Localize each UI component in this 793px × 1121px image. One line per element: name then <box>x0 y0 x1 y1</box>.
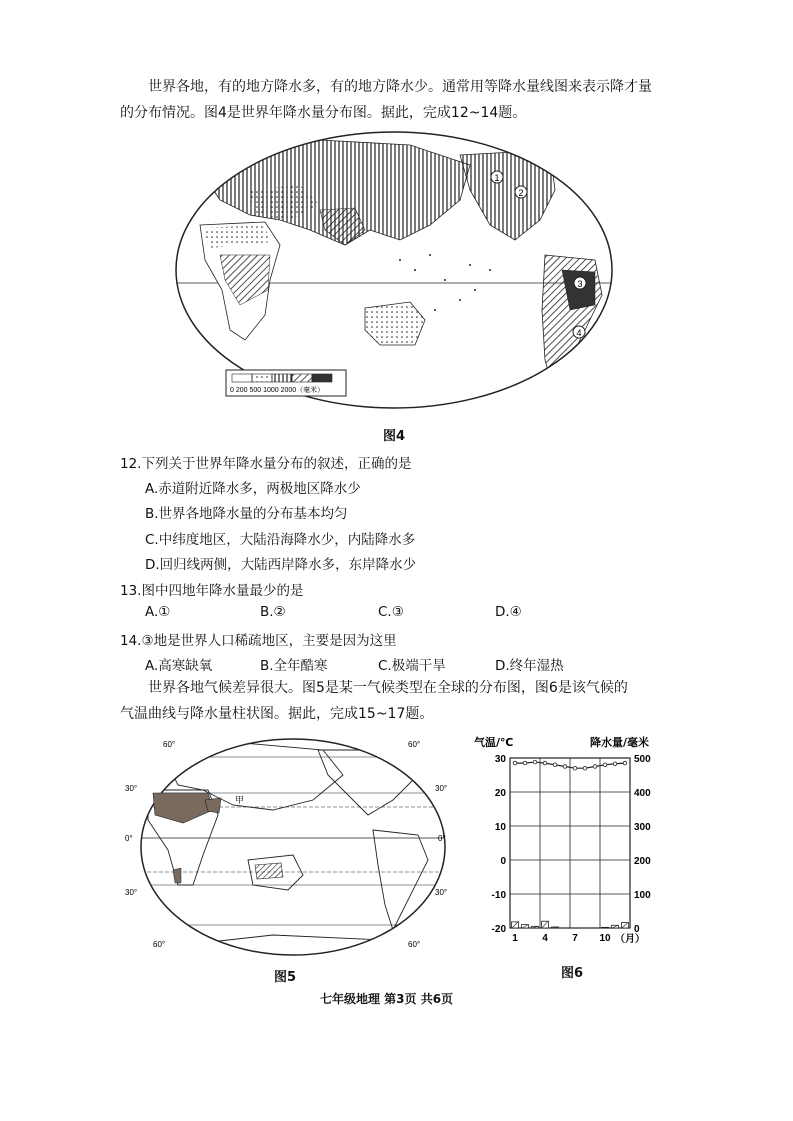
temperature-point <box>573 766 577 770</box>
label-0-left: 0° <box>125 834 133 843</box>
q12-option-d: D.回归线两侧，大陆西岸降水多，东岸降水少 <box>145 557 417 573</box>
temperature-point <box>513 761 517 765</box>
figure4-precipitation-map <box>170 130 620 420</box>
svg-text:1: 1 <box>494 173 500 183</box>
svg-text:3: 3 <box>577 279 583 289</box>
figure6-climate-chart <box>470 730 695 945</box>
intro2-paragraph <box>120 675 690 727</box>
y-tick-label: -10 <box>491 890 506 901</box>
australia-climate-area <box>255 863 283 879</box>
q14-option-d: D.终年湿热 <box>495 658 564 674</box>
q12-option-b: B.世界各地降水量的分布基本均匀 <box>145 506 348 522</box>
svg-text:0 200 500 1000 2000（毫米）: 0 200 500 1000 2000（毫米） <box>230 387 325 394</box>
label-60s-left: 60° <box>153 940 166 949</box>
svg-text:2: 2 <box>518 188 524 198</box>
x-tick-label: 10 <box>599 933 611 944</box>
q14-stem: 14.③地是世界人口稀疏地区，主要是因为这里 <box>120 633 397 649</box>
temperature-point <box>623 761 627 765</box>
marker-3 <box>574 277 586 289</box>
temperature-point <box>563 765 567 769</box>
figure5-caption: 图5 <box>274 970 297 985</box>
intro-line-1: 世界各地，有的地方降水多，有的地方降水少。通常用等降水量线图来表示降才量 <box>148 79 652 95</box>
precipitation-legend <box>226 370 346 396</box>
temperature-point <box>533 760 537 764</box>
q13-option-a: A.① <box>145 604 171 620</box>
y-tick-label: 0 <box>500 856 506 867</box>
y2-tick-label: 100 <box>634 890 651 901</box>
page-footer: 七年级地理 第3页 共6页 <box>320 992 454 1006</box>
label-30s-right: 30° <box>435 888 448 897</box>
q12-option-a: A.赤道附近降水多，两极地区降水少 <box>145 481 361 497</box>
temperature-point <box>593 765 597 769</box>
y-tick-label: -20 <box>491 924 506 935</box>
svg-text:4: 4 <box>576 328 582 338</box>
temperature-point <box>523 761 527 765</box>
x-tick-label: 4 <box>542 933 548 944</box>
y-tick-label: 30 <box>494 754 506 765</box>
intro2-line-1: 世界各地气候差异很大。图5是某一气候类型在全球的分布图，图6是该气候的 <box>148 680 628 696</box>
temperature-point <box>553 763 557 767</box>
temperature-point <box>613 762 617 766</box>
temperature-point <box>603 763 607 767</box>
q13-option-b: B.② <box>260 604 286 620</box>
temperature-point <box>583 766 587 770</box>
intro2-line-2: 气温曲线与降水量柱状图。据此，完成15~17题。 <box>120 706 434 722</box>
marker-2 <box>515 186 527 198</box>
temperature-point <box>543 761 547 765</box>
q12-option-c: C.中纬度地区，大陆沿海降水少，内陆降水多 <box>145 532 416 548</box>
y-axis-title: 气温/℃ <box>474 736 514 749</box>
intro-line-2: 的分布情况。图4是世界年降水量分布图。据此，完成12~14题。 <box>120 105 527 121</box>
q12-stem: 12.下列关于世界年降水量分布的叙述，正确的是 <box>120 456 412 472</box>
y2-tick-label: 500 <box>634 754 651 765</box>
label-60n-right: 60° <box>408 740 421 749</box>
label-30s-left: 30° <box>125 888 138 897</box>
x-tick-label: 1 <box>512 933 518 944</box>
y2-tick-label: 400 <box>634 788 651 799</box>
q13-stem: 13.图中四地年降水量最少的是 <box>120 583 304 599</box>
y-tick-label: 20 <box>494 788 506 799</box>
figure5-climate-map <box>123 735 453 960</box>
x-axis-unit: （月） <box>615 934 645 945</box>
marker-1 <box>491 171 503 183</box>
q14-option-b: B.全年酷寒 <box>260 658 328 674</box>
y2-tick-label: 0 <box>634 924 640 935</box>
label-30n-left: 30° <box>125 784 138 793</box>
q14-option-a: A.高寒缺氧 <box>145 658 213 674</box>
map5-border <box>141 739 448 955</box>
y2-tick-label: 200 <box>634 856 651 867</box>
marker-4 <box>573 326 585 338</box>
figure6-caption: 图6 <box>561 966 584 981</box>
chart-grid <box>510 758 630 928</box>
label-30n-right: 30° <box>435 784 448 793</box>
label-60n-left: 60° <box>163 740 176 749</box>
q14-option-c: C.极端干旱 <box>378 658 446 674</box>
place-label-jia: 甲 <box>235 796 245 806</box>
x-tick-label: 7 <box>572 933 578 944</box>
y-tick-label: 10 <box>494 822 506 833</box>
figure4-caption: 图4 <box>383 429 406 444</box>
intro-paragraph <box>120 74 690 126</box>
label-60s-right: 60° <box>408 940 421 949</box>
y2-axis-title: 降水量/毫米 <box>590 736 650 749</box>
y2-tick-label: 300 <box>634 822 651 833</box>
q13-option-d: D.④ <box>495 604 522 620</box>
q13-option-c: C.③ <box>378 604 404 620</box>
label-0-right: 0° <box>438 834 446 843</box>
